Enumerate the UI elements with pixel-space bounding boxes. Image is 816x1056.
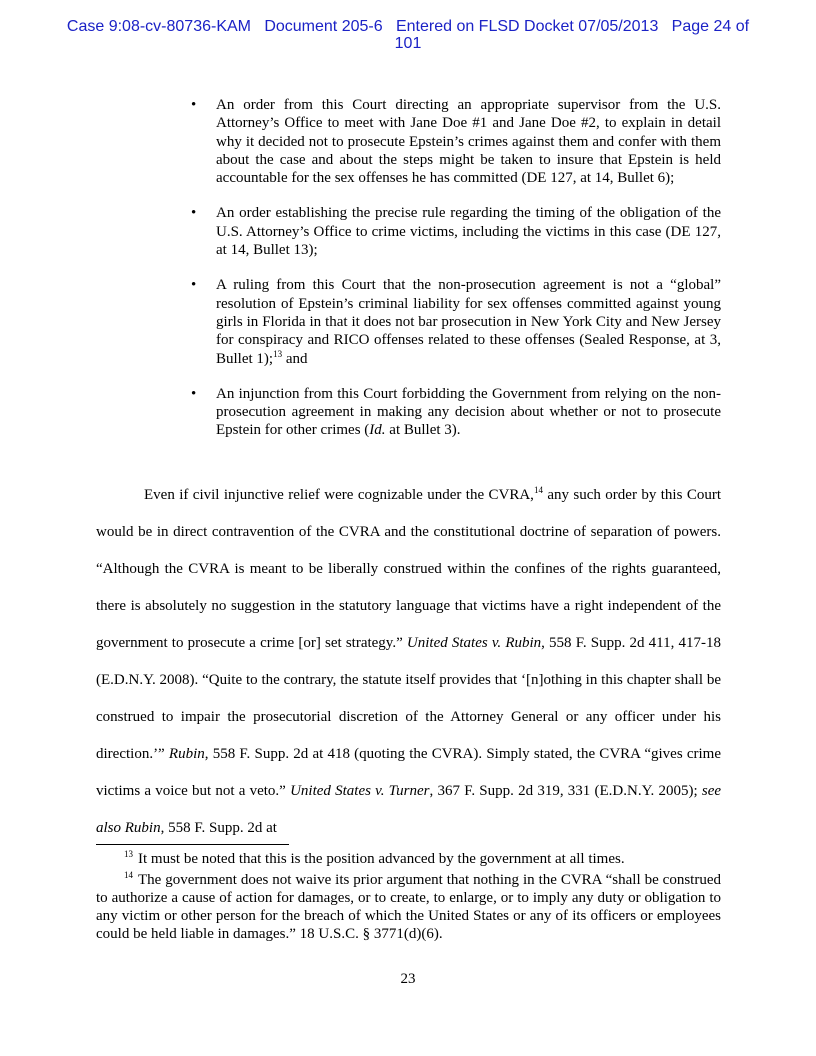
- footnote-number: 13: [124, 849, 133, 859]
- bullet-text-tail: at Bullet 3).: [385, 422, 461, 439]
- footnote-13: [96, 850, 721, 868]
- bullet-text: A ruling from this Court that the non-prosecution agreement is not a “global” resolution of Epstein’s criminal liability for sex offenses committed against young girls in Florida in that it does not bar prosecution in New York City and New Jersey for conspiracy and RICO offenses related to these offenses (Sealed Response, at 3, Bullet 1);: [216, 277, 721, 367]
- case-citation: United States v. Turner: [290, 783, 430, 799]
- footnote-number: 14: [124, 870, 133, 880]
- bullet-text: An injunction from this Court forbidding the Government from relying on the non-prosecution agreement in making any decision about whether or not to prosecute Epstein for other crimes (: [216, 385, 721, 439]
- bullet-text: An order establishing the precise rule regarding the timing of the obligation of the U.S. Attorney’s Office to crime victims, including the victims in this case (DE 127, at 14, Bullet 13);: [216, 205, 721, 259]
- docket-header-line1: Case 9:08-cv-80736-KAM Document 205-6 Entered on FLSD Docket 07/05/2013 Page 24 of: [66, 18, 750, 35]
- bullet-list: [190, 96, 721, 457]
- footnote-ref-14[interactable]: 14: [533, 485, 543, 495]
- bullet-icon: •: [191, 205, 197, 222]
- body-text: , 558 F. Supp. 2d at 418 (quoting the CVRA). Simply stated, the CVRA “gives crime victims a voice but not a veto.”: [96, 746, 722, 799]
- body-paragraph: [96, 477, 721, 847]
- footnote-text: It must be noted that this is the position advanced by the government at all times.: [138, 851, 625, 867]
- bullet-item: [190, 276, 721, 367]
- bullet-icon: •: [191, 385, 197, 402]
- docket-header: [0, 18, 816, 52]
- footnote-text: The government does not waive its prior argument that nothing in the CVRA “shall be construed to authorize a cause of action for damages, or to create, to enlarge, or to imply any duty or obligation to any victim or other person for the breach of which the United States or any of its officers or employees could be held liable in damages.” 18 U.S.C. § 3771(d)(6).: [96, 872, 721, 942]
- body-text: , 558 F. Supp. 2d at: [160, 820, 277, 836]
- citation-id: Id.: [369, 422, 386, 439]
- body-text: , 558 F. Supp. 2d 411, 417-18 (E.D.N.Y. 2008). “Quite to the contrary, the statute itself provides that ‘[n]othing in this chapter shall be construed to impair the prosecutorial discretion of the Attorney General or any officer under his direction.’”: [96, 635, 722, 762]
- case-citation: see also Rubin: [96, 783, 722, 836]
- bullet-item: [190, 204, 721, 259]
- bullet-icon: •: [191, 97, 197, 113]
- bullet-item: [190, 385, 721, 440]
- docket-header-line2: 101: [394, 35, 422, 52]
- case-citation: United States v. Rubin: [406, 635, 542, 651]
- body-text: , 367 F. Supp. 2d 319, 331 (E.D.N.Y. 2005);: [429, 783, 702, 799]
- body-text: any such order by this Court would be in direct contravention of the CVRA and the constitutional doctrine of separation of powers. “Although the CVRA is meant to be liberally construed within the confines of the rights guaranteed, there is absolutely no suggestion in the statutory language that victims have a right independent of the government to prosecute a crime [or] set strategy.”: [96, 487, 722, 651]
- footnote-divider: [96, 844, 289, 845]
- bullet-item: [190, 96, 721, 187]
- body-text: Even if civil injunctive relief were cognizable under the CVRA,: [144, 487, 534, 503]
- page-number: 23: [400, 971, 416, 987]
- bullet-text: An order from this Court directing an appropriate supervisor from the U.S. Attorney’s Office to meet with Jane Doe #1 and Jane Doe #2, to explain in detail why it decided not to prosecute Epstein’s crimes against them and confer with them about the case and about the steps might be taken to insure that Epstein is held accountable for the sex offenses he has committed (DE 127, at 14, Bullet 6);: [216, 97, 721, 187]
- footnote-14: [96, 871, 721, 943]
- case-citation: Rubin: [168, 746, 205, 762]
- bullet-icon: •: [191, 277, 197, 294]
- footnote-ref-13[interactable]: 13: [273, 348, 283, 359]
- footnotes: [96, 850, 721, 946]
- bullet-text-tail: and: [282, 350, 308, 367]
